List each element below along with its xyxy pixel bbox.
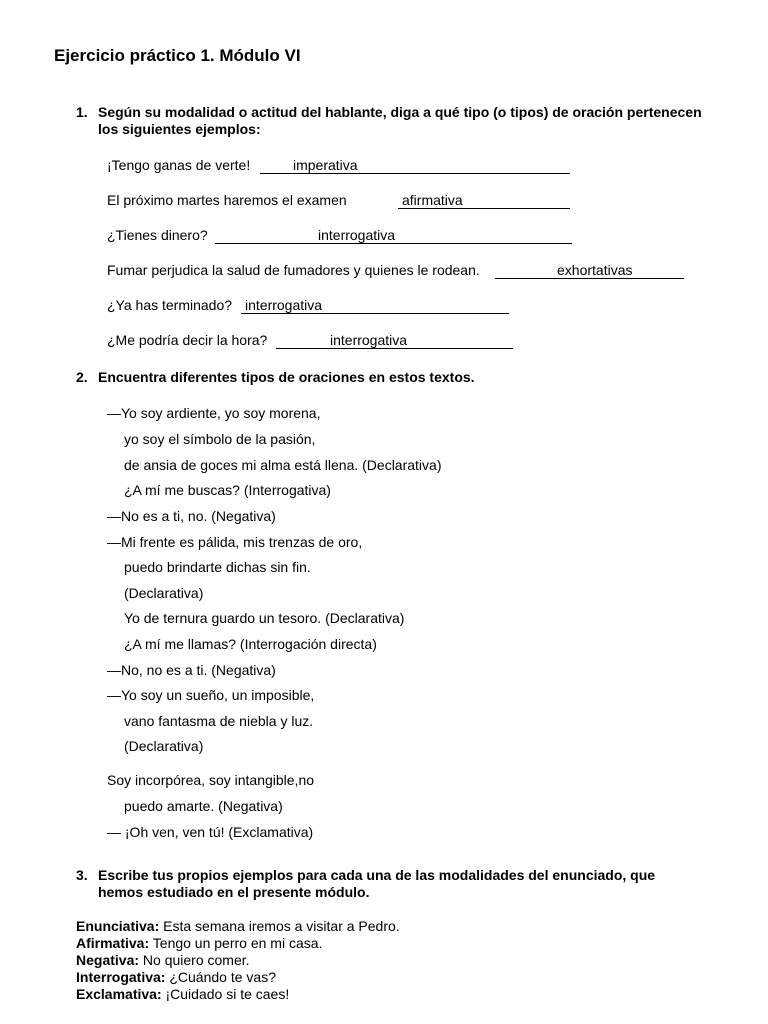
question-1-number: 1. — [76, 104, 88, 120]
poem-line: — ¡Oh ven, ven tú! (Exclamativa) — [107, 824, 314, 840]
poem-line: —No es a ti, no. (Negativa) — [107, 508, 276, 524]
q1-example-1-sentence: ¡Tengo ganas de verte! — [107, 157, 251, 173]
own-example-label: Exclamativa: — [76, 986, 162, 1002]
question-1-text-line2: los siguientes ejemplos: — [98, 121, 261, 137]
q1-example-1-answer: imperativa — [293, 157, 358, 173]
own-example-label: Interrogativa: — [76, 969, 166, 985]
own-example-text: ¡Cuidado si te caes! — [161, 986, 290, 1002]
q1-example-4-answer-line — [495, 262, 684, 279]
own-example-label: Afirmativa: — [76, 935, 150, 951]
poem-line: puedo amarte. (Negativa) — [124, 798, 283, 814]
poem-line: Yo de ternura guardo un tesoro. (Declarativa) — [124, 610, 405, 626]
q1-example-3-answer: interrogativa — [318, 227, 396, 243]
question-3-text-line2: hemos estudiado en el presente módulo. — [98, 884, 370, 900]
own-example-afirmativa — [76, 935, 400, 952]
own-example-negativa — [76, 952, 400, 969]
poem-line: —Yo soy ardiente, yo soy morena, — [107, 405, 321, 421]
poem-line: yo soy el símbolo de la pasión, — [124, 431, 316, 447]
question-2-number: 2. — [76, 369, 88, 385]
question-1-text-line1: Según su modalidad o actitud del hablante, diga a qué tipo (o tipos) de oración pertenecen — [98, 104, 702, 120]
page-title: Ejercicio práctico 1. Módulo VI — [54, 46, 301, 65]
q1-example-4-answer: exhortativas — [557, 262, 633, 278]
own-example-text: Esta semana iremos a visitar a Pedro. — [159, 918, 400, 934]
q1-example-6-answer: interrogativa — [330, 332, 408, 348]
q1-example-6-sentence: ¿Me podría decir la hora? — [107, 332, 268, 348]
own-example-text: No quiero comer. — [139, 952, 250, 968]
q1-example-2-answer: afirmativa — [402, 192, 463, 208]
own-example-exclamativa — [76, 986, 400, 1003]
question-3-text — [98, 867, 655, 901]
q1-example-3-sentence: ¿Tienes dinero? — [107, 227, 208, 243]
own-example-text: Tengo un perro en mi casa. — [149, 935, 323, 951]
question-3-number: 3. — [76, 867, 88, 883]
own-examples — [76, 918, 400, 1003]
q1-example-5-answer-line — [241, 297, 509, 314]
own-example-label: Negativa: — [76, 952, 140, 968]
own-example-enunciativa — [76, 918, 400, 935]
poem-line: —Mi frente es pálida, mis trenzas de oro, — [107, 534, 363, 550]
question-3-text-line1: Escribe tus propios ejemplos para cada una de las modalidades del enunciado, que — [98, 867, 656, 883]
poem-line: de ansia de goces mi alma está llena. (Declarativa) — [124, 457, 442, 473]
own-example-text: ¿Cuándo te vas? — [165, 969, 276, 985]
q1-example-5-sentence: ¿Ya has terminado? — [107, 297, 233, 313]
poem-line: Soy incorpórea, soy intangible,no — [107, 772, 315, 788]
q1-example-4-sentence: Fumar perjudica la salud de fumadores y quienes le rodean. — [107, 262, 480, 278]
poem-line: vano fantasma de niebla y luz. — [124, 713, 314, 729]
poem-line: —No, no es a ti. (Negativa) — [107, 662, 276, 678]
q1-example-1-answer-line — [260, 157, 570, 174]
poem-line: —Yo soy un sueño, un imposible, — [107, 687, 315, 703]
poem-line: (Declarativa) — [124, 738, 204, 754]
question-2-text: Encuentra diferentes tipos de oraciones en estos textos. — [98, 369, 475, 385]
own-example-interrogativa — [76, 969, 400, 986]
poem-line: ¿A mí me buscas? (Interrogativa) — [124, 482, 331, 498]
poem-line: puedo brindarte dichas sin fin. — [124, 559, 311, 575]
q1-example-3-answer-line — [215, 227, 572, 244]
poem-line: (Declarativa) — [124, 585, 204, 601]
q1-example-6-answer-line — [276, 332, 513, 349]
question-1-text — [98, 104, 702, 138]
q1-example-2-sentence: El próximo martes haremos el examen — [107, 192, 347, 208]
poem-line: ¿A mí me llamas? (Interrogación directa) — [124, 636, 377, 652]
own-example-label: Enunciativa: — [76, 918, 160, 934]
q1-example-5-answer: interrogativa — [245, 297, 323, 313]
q1-example-2-answer-line — [398, 192, 570, 209]
